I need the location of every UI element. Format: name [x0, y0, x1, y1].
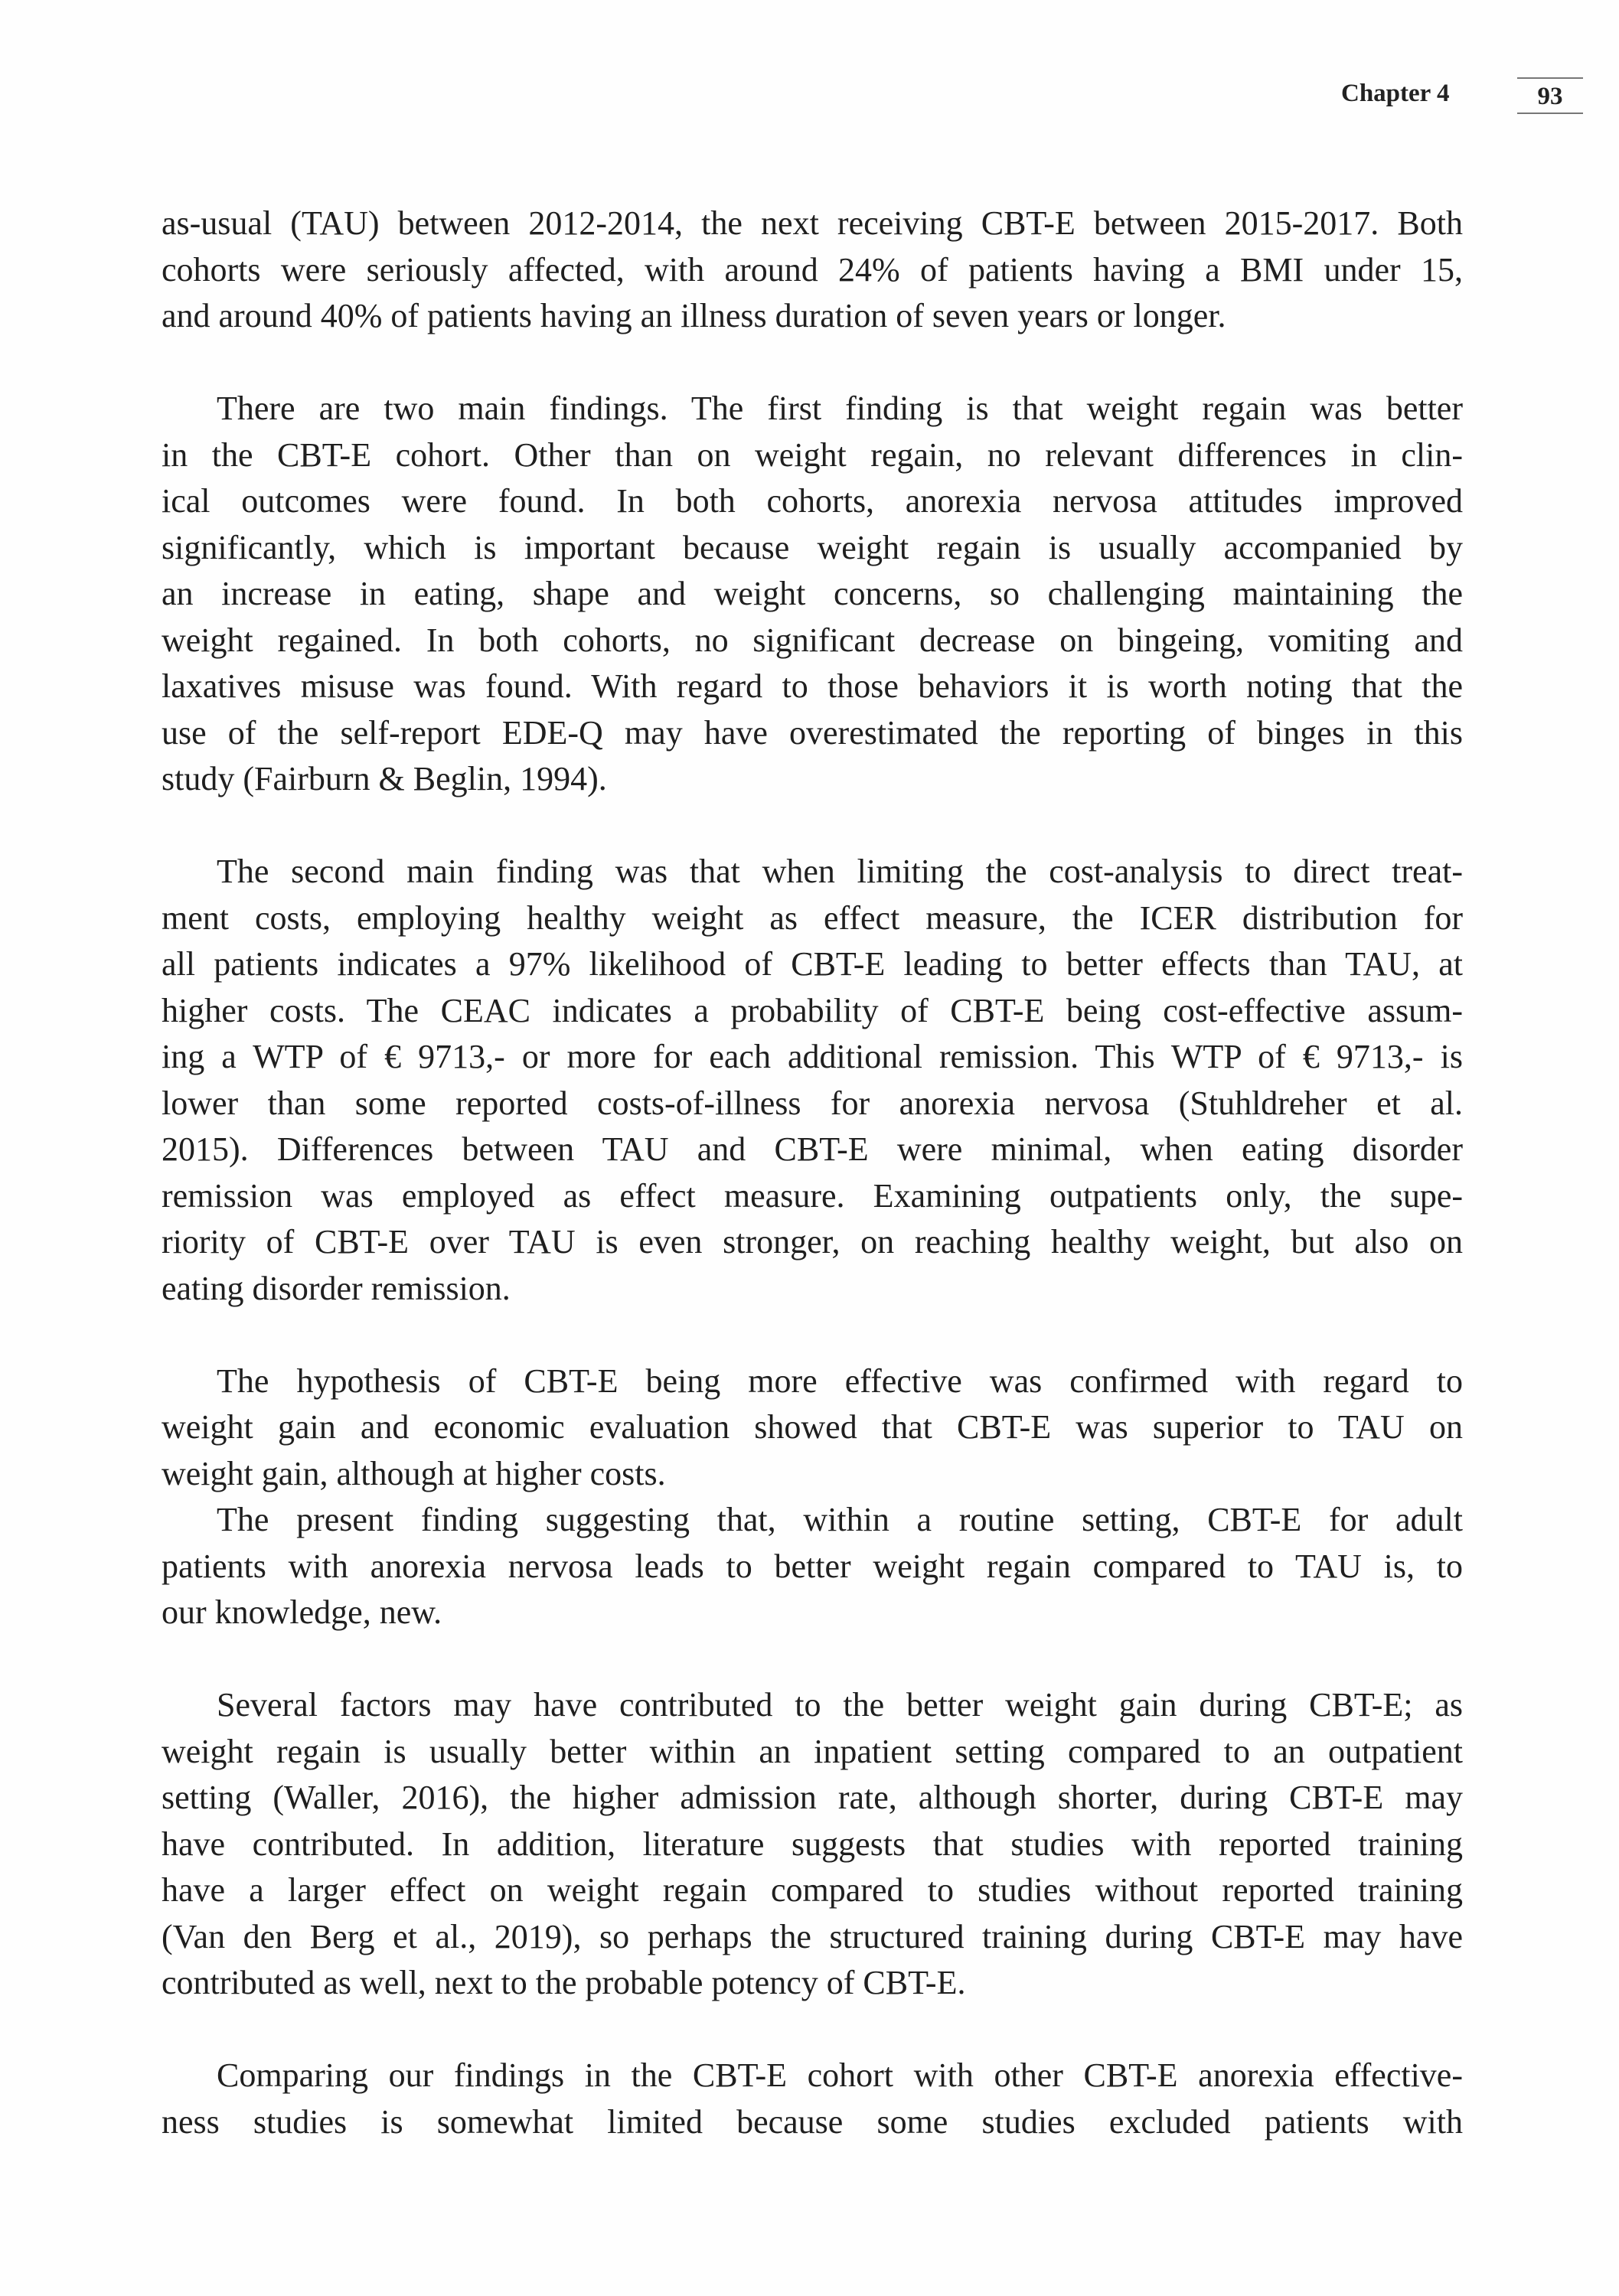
- text-line: The second main finding was that when limiting the cost-analysis to direct treat-: [217, 853, 1463, 890]
- text-line: weight gain, although at higher costs.: [162, 1454, 666, 1492]
- text-line: all patients indicates a 97% likelihood of CBT-E leading to better effects than TAU, at: [162, 945, 1463, 983]
- paragraph-spacer: [162, 1636, 1463, 1683]
- paragraph-spacer: [162, 1312, 1463, 1358]
- text-line: Several factors may have contributed to the better weight gain during CBT-E; as: [217, 1686, 1463, 1724]
- running-head: Chapter 4: [1341, 80, 1450, 107]
- text-line: an increase in eating, shape and weight concerns, so challenging maintaining the: [162, 575, 1463, 612]
- text-line: 2015). Differences between TAU and CBT-E were minimal, when eating disorder: [162, 1130, 1463, 1168]
- text-line: significantly, which is important because weight regain is usually accompanied by: [162, 528, 1463, 566]
- text-line: There are two main findings. The first finding is that weight regain was better: [217, 390, 1463, 427]
- text-line: remission was employed as effect measure. Examining outpatients only, the supe-: [162, 1176, 1463, 1215]
- text-line: ing a WTP of € 9713,- or more for each additional remission. This WTP of € 9713,- is: [162, 1038, 1463, 1075]
- paragraph: [162, 2053, 1463, 2145]
- text-line: in the CBT-E cohort. Other than on weight regain, no relevant differences in clin-: [162, 435, 1463, 474]
- text-line: patients with anorexia nervosa leads to better weight regain compared to TAU is, to: [162, 1547, 1463, 1585]
- text-line: riority of CBT-E over TAU is even stronger, on reaching healthy weight, but also on: [162, 1223, 1463, 1261]
- text-line: have a larger effect on weight regain compared to studies without reported training: [162, 1871, 1463, 1909]
- text-line: ness studies is somewhat limited because some studies excluded patients with: [162, 2102, 1463, 2141]
- text-line: contributed as well, next to the probable potency of CBT-E.: [162, 1964, 966, 2001]
- text-line: weight gain and economic evaluation showed that CBT-E was superior to TAU on: [162, 1408, 1463, 1446]
- paragraph: [162, 1682, 1463, 2007]
- text-line: (Van den Berg et al., 2019), so perhaps the structured training during CBT-E may have: [162, 1917, 1463, 1955]
- text-line: higher costs. The CEAC indicates a probability of CBT-E being cost-effective assum-: [162, 991, 1463, 1029]
- text-line: The present finding suggesting that, within a routine setting, CBT-E for adult: [217, 1501, 1463, 1538]
- text-line: lower than some reported costs-of-illness for anorexia nervosa (Stuhldreher et al.: [162, 1084, 1463, 1122]
- text-line: cohorts were seriously affected, with around 24% of patients having a BMI under 15,: [162, 250, 1463, 289]
- paragraph: [162, 201, 1463, 340]
- paragraph: [162, 1497, 1463, 1636]
- text-line: The hypothesis of CBT-E being more effective was confirmed with regard to: [217, 1362, 1463, 1400]
- paragraph: [162, 386, 1463, 803]
- text-line: study (Fairburn & Beglin, 1994).: [162, 760, 607, 797]
- paragraph-spacer: [162, 803, 1463, 850]
- text-line: have contributed. In addition, literature suggests that studies with reported training: [162, 1825, 1463, 1863]
- text-line: and around 40% of patients having an illness duration of seven years or longer.: [162, 297, 1226, 334]
- text-line: eating disorder remission.: [162, 1269, 511, 1307]
- text-line: setting (Waller, 2016), the higher admission rate, although shorter, during CBT-E may: [162, 1779, 1463, 1816]
- text-line: Comparing our findings in the CBT-E cohort with other CBT-E anorexia effective-: [217, 2056, 1463, 2094]
- text-line: ical outcomes were found. In both cohorts, anorexia nervosa attitudes improved: [162, 482, 1463, 520]
- page-number: 93: [1517, 77, 1583, 114]
- paragraph-spacer: [162, 2007, 1463, 2053]
- paragraph: [162, 1358, 1463, 1498]
- text-line: our knowledge, new.: [162, 1593, 442, 1631]
- paragraph: [162, 849, 1463, 1312]
- text-line: as-usual (TAU) between 2012-2014, the next receiving CBT-E between 2015-2017. Both: [162, 204, 1463, 242]
- body-text: [162, 201, 1463, 2145]
- text-line: weight regain is usually better within an inpatient setting compared to an outpatient: [162, 1732, 1463, 1770]
- paragraph-spacer: [162, 340, 1463, 386]
- text-line: laxatives misuse was found. With regard to those behaviors it is worth noting that the: [162, 667, 1463, 705]
- text-line: weight regained. In both cohorts, no significant decrease on bingeing, vomiting and: [162, 621, 1463, 659]
- text-line: use of the self-report EDE-Q may have overestimated the reporting of binges in this: [162, 713, 1463, 752]
- text-line: ment costs, employing healthy weight as effect measure, the ICER distribution for: [162, 899, 1463, 937]
